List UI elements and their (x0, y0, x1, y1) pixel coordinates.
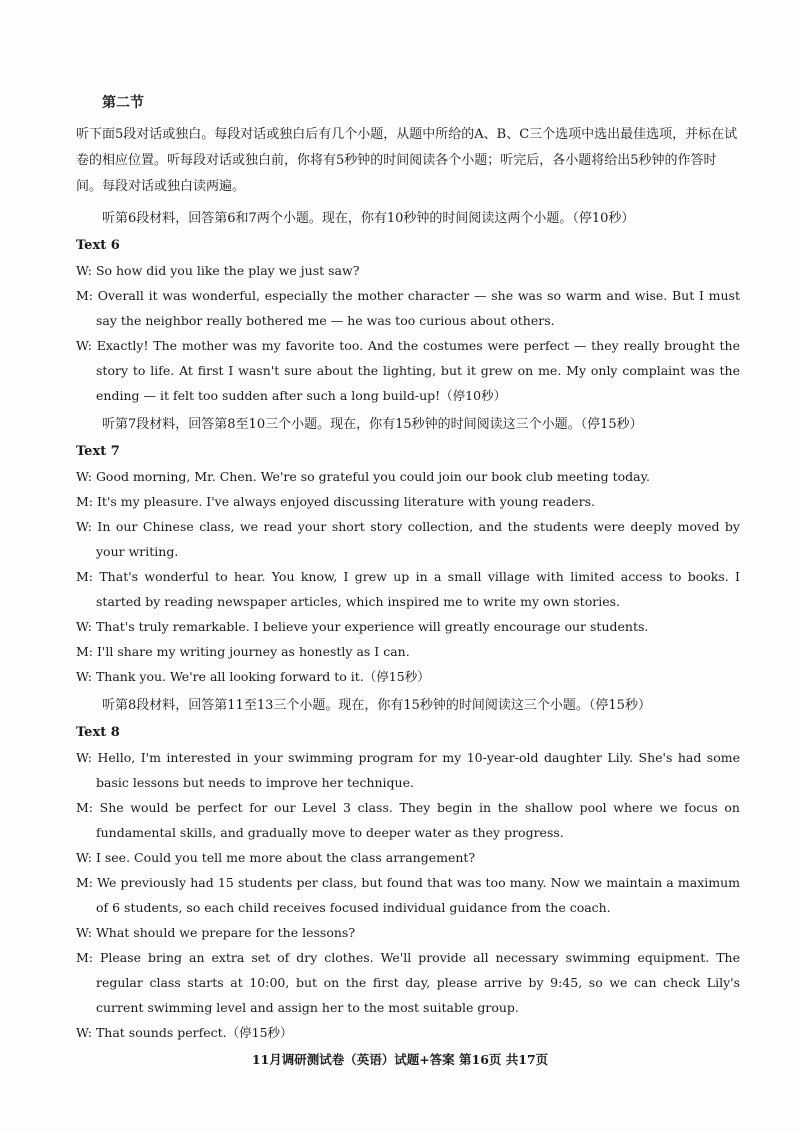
text-7-intro: 听第7段材料，回答第8至10三个小题。现在，你有15秒钟的时间阅读这三个小题。（停15秒） (102, 417, 643, 432)
page-content (76, 92, 740, 1051)
section-title: 第二节 (102, 95, 144, 111)
text-6-block (76, 208, 740, 408)
dialog-line: W: What should we prepare for the lessons? (76, 925, 356, 940)
dialog-line: W: That sounds perfect.（停15秒） (76, 1025, 293, 1040)
dialog-line: W: So how did you like the play we just saw? (76, 263, 360, 278)
text-8-intro: 听第8段材料，回答第11至13三个小题。现在，你有15秒钟的时间阅读这三个小题。（停15秒） (102, 698, 651, 713)
text-7-label: Text 7 (76, 444, 120, 459)
dialog-line: M: We previously had 15 students per class, but found that was too many. Now we maintain a maximum of 6 students, so each child receives focused individual guidance from the coach. (76, 875, 740, 915)
text-8-block (76, 695, 740, 1045)
text-6-intro: 听第6段材料，回答第6和7两个小题。现在，你有10秒钟的时间阅读这两个小题。（停10秒） (102, 211, 635, 226)
dialog-line: W: That's truly remarkable. I believe your experience will greatly encourage our students. (76, 619, 649, 634)
dialog-line: M: She would be perfect for our Level 3 class. They begin in the shallow pool where we focus on fundamental skills, and gradually move to deeper water as they progress. (76, 800, 740, 840)
dialog-line: M: Please bring an extra set of dry clothes. We'll provide all necessary swimming equipment. The regular class starts at 10:00, but on the first day, please arrive by 9:45, so we can check Lily's current swimming level and assign her to the most suitable group. (76, 950, 740, 1015)
dialog-line: W: Thank you. We're all looking forward to it.（停15秒） (76, 669, 430, 684)
page-footer: 11月调研测试卷（英语）试题+答案 第16页 共17页 (251, 1052, 549, 1067)
dialog-line: W: I see. Could you tell me more about the class arrangement? (76, 850, 476, 865)
dialog-line: M: It's my pleasure. I've always enjoyed discussing literature with young readers. (76, 494, 596, 509)
dialog-line: W: Good morning, Mr. Chen. We're so grateful you could join our book club meeting today. (76, 469, 650, 484)
dialog-line: W: In our Chinese class, we read your short story collection, and the students were deeply moved by your writing. (76, 519, 740, 559)
section-instruction: 听下面5段对话或独白。每段对话或独白后有几个小题，从题中所给的A、B、C三个选项中选出最佳选项，并标在试卷的相应位置。听每段对话或独白前，你将有5秒钟的时间阅读各个小题；听完后，各小题将给出5秒钟的作答时间。每段对话或独白读两遍。 (76, 127, 738, 194)
text-8-label: Text 8 (76, 725, 120, 740)
dialog-line: W: Exactly! The mother was my favorite too. And the costumes were perfect — they really brought the story to life. At first I wasn't sure about the lighting, but it grew on me. My only complaint was the ending — it felt too sudden after such a long build-up!（停10秒） (76, 338, 740, 403)
dialog-line: M: Overall it was wonderful, especially the mother character — she was so warm and wise. But I must say the neighbor really bothered me — he was too curious about others. (76, 288, 740, 328)
text-6-label: Text 6 (76, 238, 120, 253)
dialog-line: W: Hello, I'm interested in your swimming program for my 10-year-old daughter Lily. She's had some basic lessons but needs to improve her technique. (76, 750, 740, 790)
dialog-line: M: I'll share my writing journey as honestly as I can. (76, 644, 410, 659)
text-7-block (76, 414, 740, 689)
dialog-line: M: That's wonderful to hear. You know, I grew up in a small village with limited access to books. I started by reading newspaper articles, which inspired me to write my own stories. (76, 569, 740, 609)
